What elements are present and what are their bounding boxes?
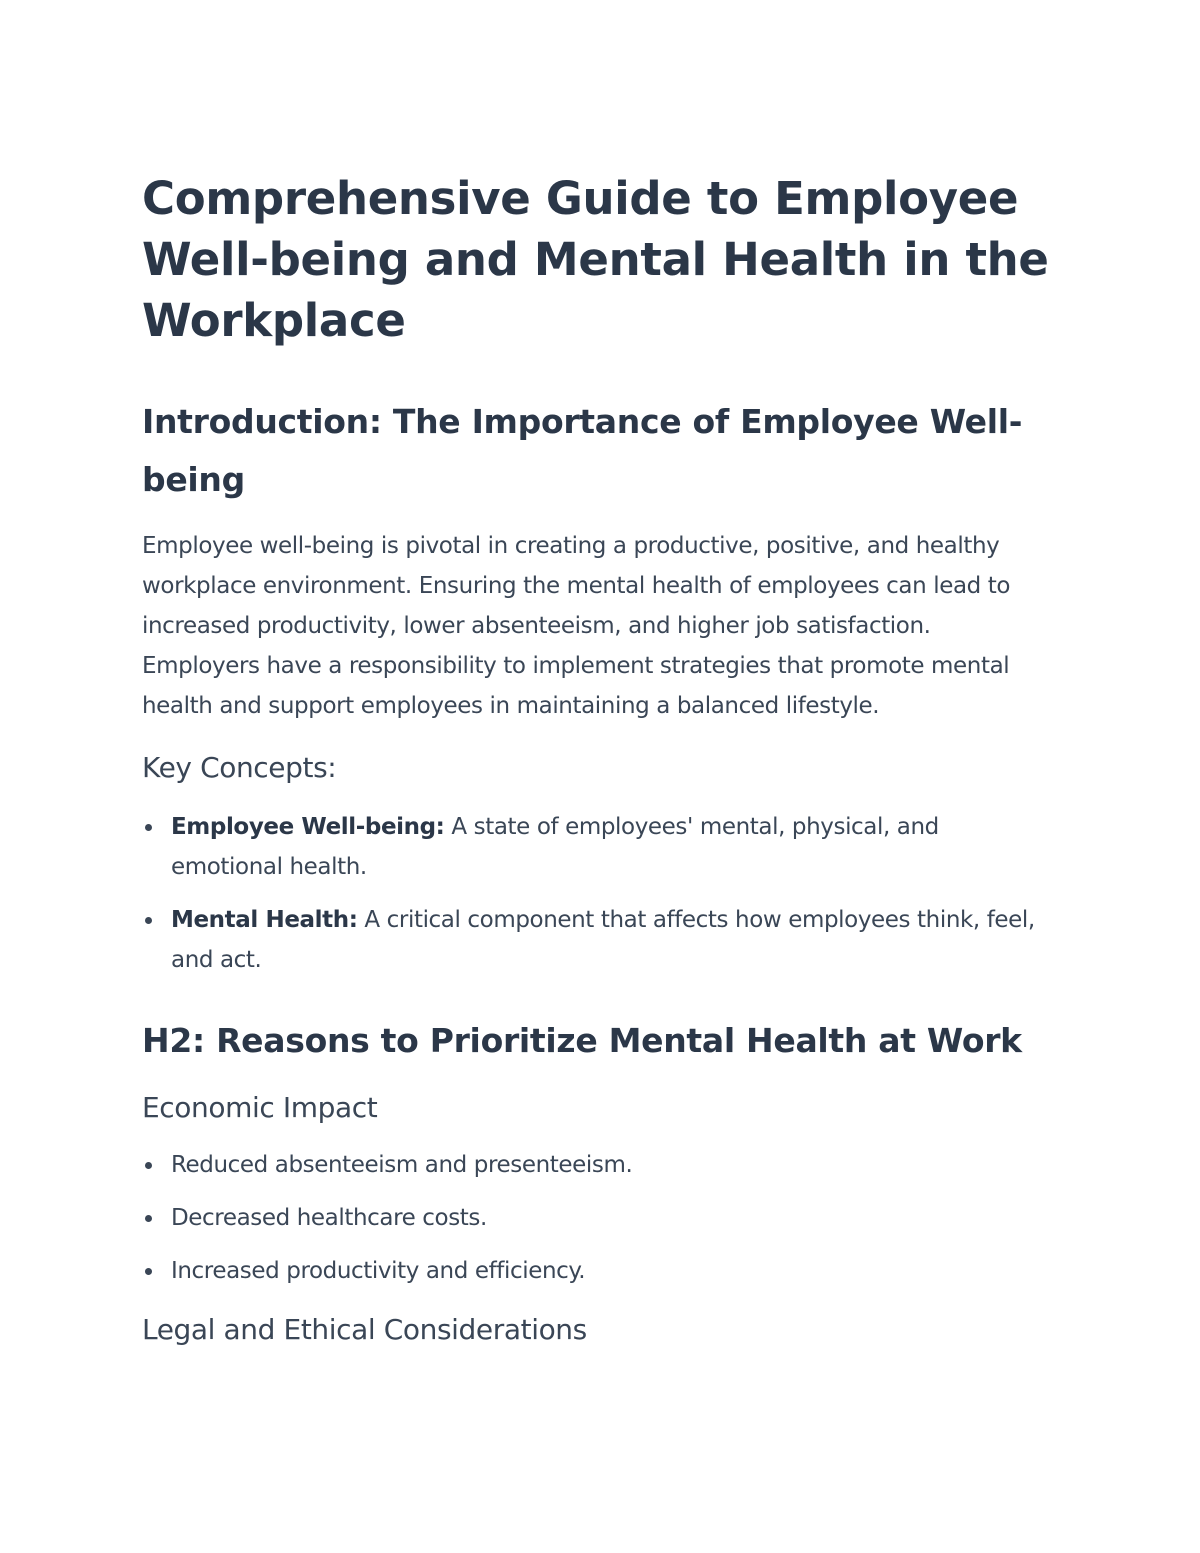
list-item bbox=[142, 1251, 1052, 1291]
list-item bbox=[142, 1198, 1052, 1238]
economic-impact-list bbox=[142, 1145, 1052, 1291]
list-item-text: Reduced absenteeism and presenteeism. bbox=[171, 1152, 633, 1178]
document-title: Comprehensive Guide to Employee Well-being and Mental Health in the Workplace bbox=[142, 172, 1049, 347]
bullet-icon bbox=[145, 1215, 152, 1222]
legal-ethical-heading: Legal and Ethical Considerations bbox=[142, 1313, 587, 1346]
concept-definition: A state of employees' mental, physical, and emotional health. bbox=[171, 814, 939, 880]
list-item bbox=[142, 1145, 1052, 1185]
reasons-heading: H2: Reasons to Prioritize Mental Health at Work bbox=[142, 1021, 1022, 1060]
bullet-icon bbox=[145, 917, 152, 924]
concept-term: Mental Health: bbox=[171, 907, 358, 933]
document-page bbox=[142, 168, 1052, 1350]
list-item-text: Increased productivity and efficiency. bbox=[171, 1258, 586, 1284]
concept-definition: A critical component that affects how employees think, feel, and act. bbox=[171, 907, 1035, 973]
economic-impact-heading: Economic Impact bbox=[142, 1091, 378, 1124]
list-item bbox=[142, 900, 1052, 980]
list-item-text: Decreased healthcare costs. bbox=[171, 1205, 487, 1231]
list-item bbox=[142, 807, 1052, 887]
bullet-icon bbox=[145, 1268, 152, 1275]
bullet-icon bbox=[145, 1162, 152, 1169]
concept-term: Employee Well-being: bbox=[171, 814, 445, 840]
intro-heading: Introduction: The Importance of Employee Well-being bbox=[142, 402, 1023, 499]
key-concepts-list bbox=[142, 807, 1052, 980]
intro-paragraph: Employee well-being is pivotal in creating a productive, positive, and healthy workplace environment. Ensuring the mental health of employees can lead to increased productivity, lower absenteeism, and higher job satisfaction. Employers have a responsibility to implement strategies that promote mental health and support employees in maintaining a balanced lifestyle. bbox=[142, 533, 1011, 719]
key-concepts-heading: Key Concepts: bbox=[142, 751, 337, 784]
bullet-icon bbox=[145, 824, 152, 831]
